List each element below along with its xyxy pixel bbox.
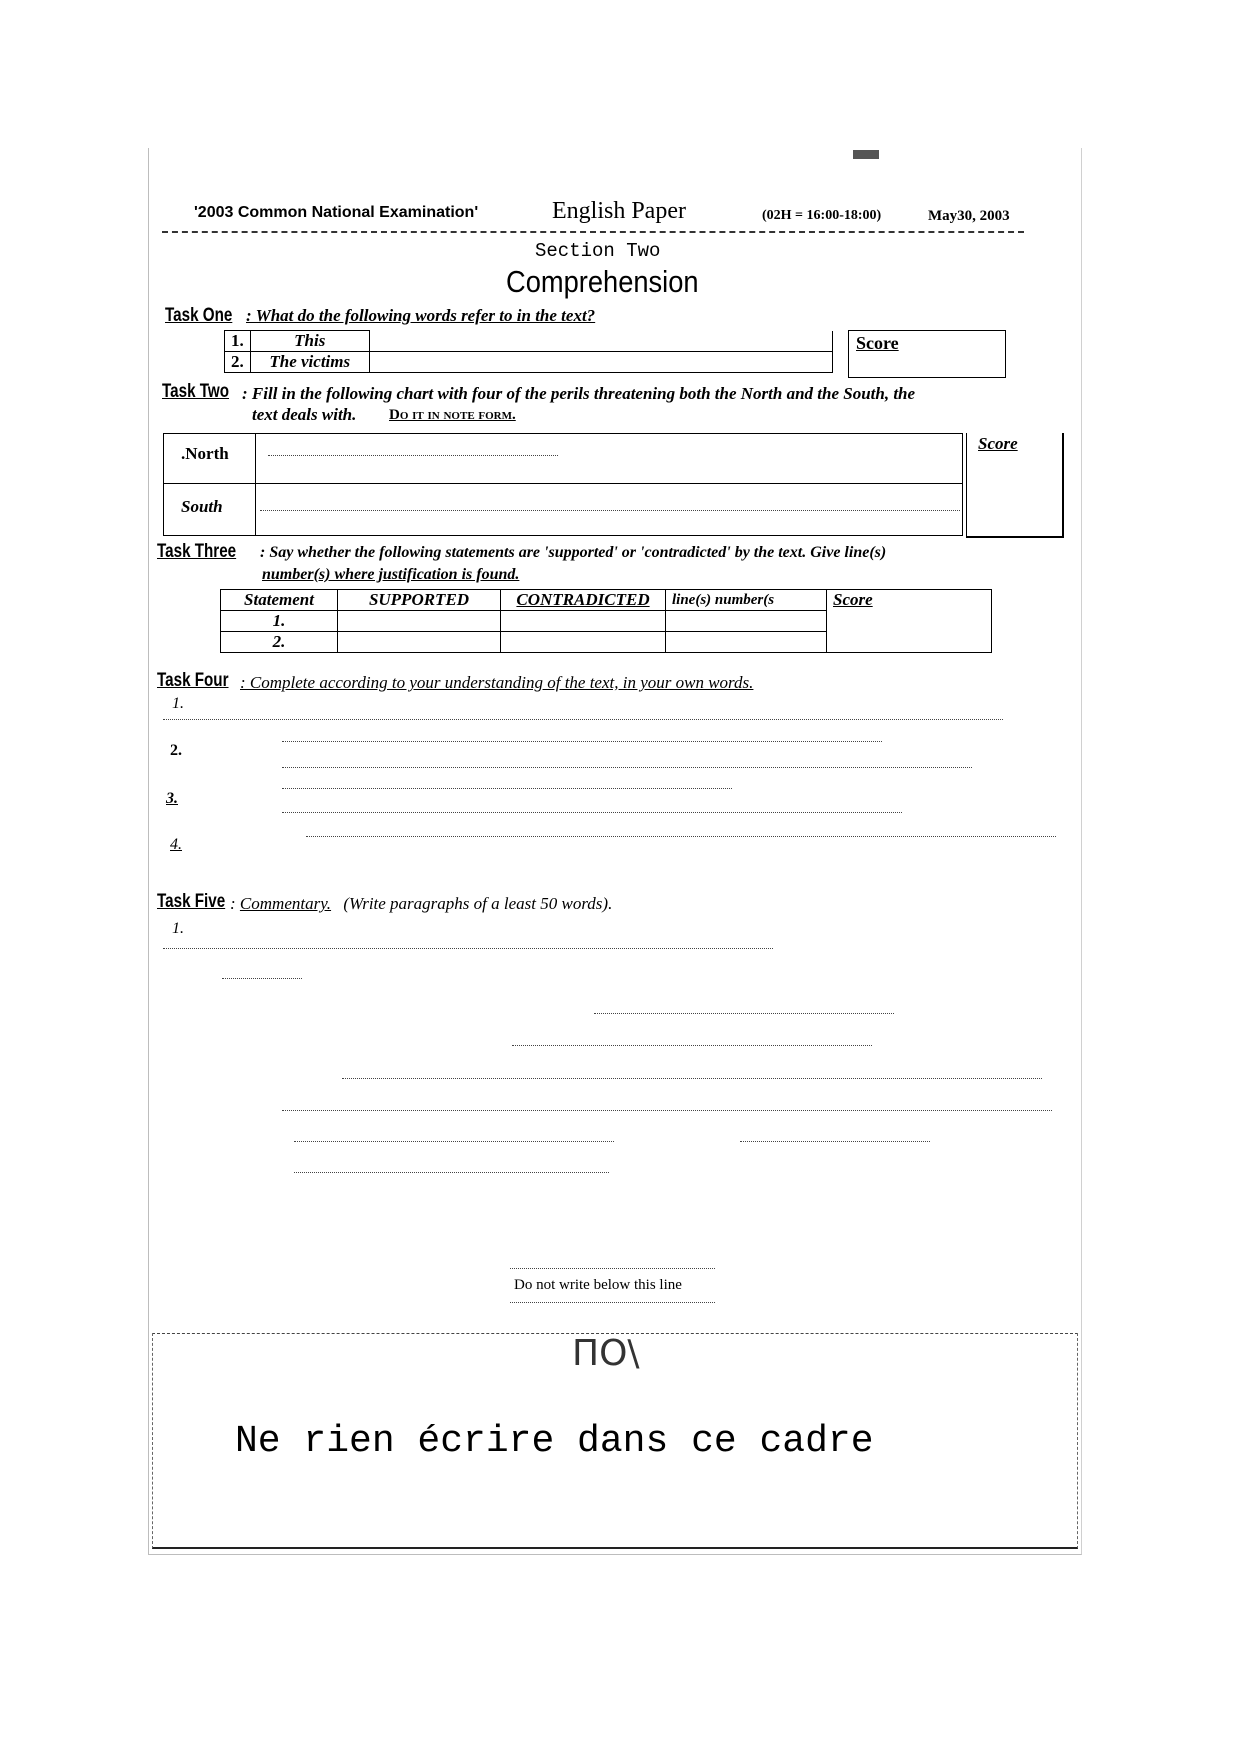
task4-answer-line[interactable] bbox=[282, 788, 732, 789]
task2-label: Task Two bbox=[162, 381, 230, 402]
footer-note-bottom-line bbox=[510, 1302, 715, 1303]
answer-field[interactable] bbox=[369, 352, 832, 373]
task5-colon: : bbox=[230, 894, 240, 913]
task5-answer-line[interactable] bbox=[512, 1045, 872, 1046]
task3-instruction: : Say whether the following statements are 'supported' or 'contradicted' by the text. Give line(s) bbox=[260, 544, 887, 561]
task5-answer-line[interactable] bbox=[282, 1110, 1052, 1111]
task2-score-label: Score bbox=[978, 434, 1018, 453]
header-contradicted: CONTRADICTED bbox=[501, 590, 666, 611]
stamp-mark bbox=[853, 150, 879, 159]
exam-name: '2003 Common National Examination' bbox=[194, 204, 479, 221]
task4-item-4: 4. bbox=[170, 836, 182, 853]
task5-answer-line[interactable] bbox=[740, 1141, 930, 1142]
task3-label: Task Three bbox=[157, 541, 237, 562]
task1-instruction: : What do the following words refer to in the text? bbox=[246, 306, 596, 325]
section-label: Section Two bbox=[535, 240, 661, 262]
statement-number: 2. bbox=[221, 632, 338, 653]
paper-title: English Paper bbox=[552, 198, 686, 224]
task5-word-limit: (Write paragraphs of a least 50 words). bbox=[343, 894, 613, 913]
task2-note: Do it in note form. bbox=[389, 407, 516, 423]
task5-item-1: 1. bbox=[172, 920, 184, 937]
task5-answer-line[interactable] bbox=[163, 948, 773, 949]
task5-label: Task Five bbox=[157, 891, 226, 912]
task5-answer-line[interactable] bbox=[342, 1078, 1042, 1079]
task2-heading bbox=[162, 381, 246, 403]
task4-item-1: 1. bbox=[172, 695, 184, 712]
exam-date: May30, 2003 bbox=[928, 208, 1010, 224]
task3-instruction-cont: number(s) where justification is found. bbox=[262, 566, 520, 583]
task4-item-3: 3. bbox=[166, 790, 178, 807]
row-number: 1. bbox=[225, 331, 251, 352]
task2-instruction-cont: text deals with. bbox=[252, 405, 357, 424]
task4-heading bbox=[157, 670, 246, 692]
task1-score-label: Score bbox=[856, 333, 899, 353]
task2-instruction: : Fill in the following chart with four of the perils threatening both the North and the South, the bbox=[242, 384, 916, 403]
supported-cell[interactable] bbox=[338, 632, 501, 653]
table-header-row bbox=[221, 590, 992, 611]
page-title: Comprehension bbox=[506, 264, 699, 299]
task5-answer-line[interactable] bbox=[294, 1172, 609, 1173]
line-number-cell[interactable] bbox=[666, 611, 827, 632]
task4-answer-line[interactable] bbox=[282, 767, 972, 768]
header-score: Score bbox=[827, 590, 992, 653]
box-text: Ne rien écrire dans ce cadre bbox=[235, 1420, 874, 1463]
answer-field[interactable] bbox=[369, 331, 832, 352]
north-answer-line[interactable] bbox=[268, 455, 558, 456]
task4-item-2: 2. bbox=[170, 742, 182, 759]
task5-answer-line[interactable] bbox=[594, 1013, 894, 1014]
statement-number: 1. bbox=[221, 611, 338, 632]
header-statement: Statement bbox=[221, 590, 338, 611]
header-divider bbox=[162, 231, 1024, 233]
task4-answer-line[interactable] bbox=[282, 741, 882, 742]
task5-answer-line[interactable] bbox=[222, 978, 302, 979]
row-number: 2. bbox=[225, 352, 251, 373]
task2-box bbox=[163, 433, 963, 536]
task5-commentary: Commentary. bbox=[239, 894, 332, 913]
header-line-numbers: line(s) number(s bbox=[666, 590, 827, 611]
exam-time: (02H = 16:00-18:00) bbox=[762, 208, 882, 223]
supported-cell[interactable] bbox=[338, 611, 501, 632]
footer-note: Do not write below this line bbox=[514, 1277, 682, 1293]
task4-instruction: : Complete according to your understanding of the text, in your own words. bbox=[240, 673, 754, 692]
task4-label: Task Four bbox=[157, 670, 229, 691]
word-cell: This bbox=[250, 331, 369, 352]
task1-label: Task One bbox=[165, 305, 233, 326]
task2-north-label: .North bbox=[181, 444, 229, 463]
task4-answer-line[interactable] bbox=[163, 719, 1003, 720]
footer-note-top-line bbox=[510, 1268, 715, 1269]
task3-heading bbox=[157, 541, 256, 563]
line-number-cell[interactable] bbox=[666, 632, 827, 653]
task3-table bbox=[220, 589, 992, 653]
task5-instruction bbox=[230, 894, 612, 914]
contradicted-cell[interactable] bbox=[501, 632, 666, 653]
header-supported: SUPPORTED bbox=[338, 590, 501, 611]
table-row bbox=[225, 352, 833, 373]
contradicted-cell[interactable] bbox=[501, 611, 666, 632]
task4-answer-line[interactable] bbox=[306, 836, 1056, 837]
south-answer-line[interactable] bbox=[260, 510, 960, 511]
task2-divider bbox=[163, 483, 963, 484]
task2-label-column bbox=[255, 433, 256, 536]
word-cell: The victims bbox=[250, 352, 369, 373]
task1-table bbox=[224, 330, 833, 373]
task1-heading bbox=[165, 305, 249, 327]
task4-answer-line[interactable] bbox=[282, 812, 902, 813]
task2-south-label: South bbox=[181, 497, 223, 516]
handwritten-mark: ПО\ bbox=[572, 1333, 640, 1374]
task5-answer-line[interactable] bbox=[294, 1141, 614, 1142]
table-row bbox=[225, 331, 833, 352]
